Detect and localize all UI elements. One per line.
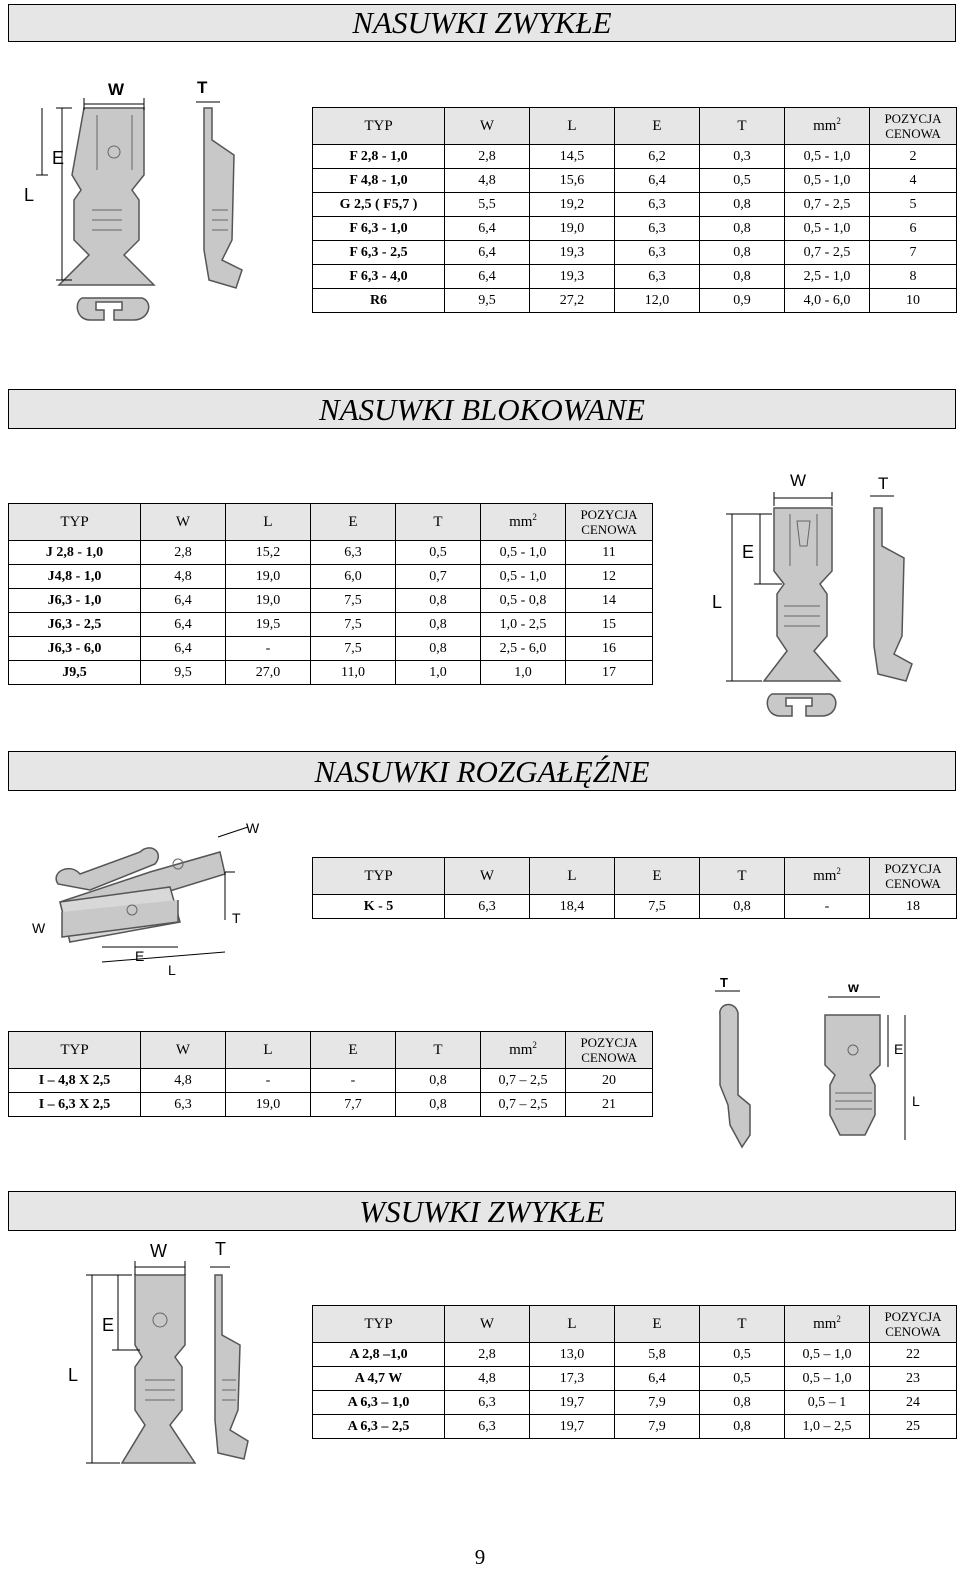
- section-title-nasuwki-blokowane: NASUWKI BLOKOWANE: [8, 389, 956, 429]
- dim-label-e: E: [894, 1041, 904, 1057]
- dim-label-l: L: [712, 592, 723, 612]
- dim-label-t: T: [878, 474, 889, 493]
- table-row: F 2,8 - 1,0 2,8 14,5 6,2 0,3 0,5 - 1,0 2: [313, 145, 957, 169]
- table-row: A 6,3 – 2,5 6,3 19,7 7,9 0,8 1,0 – 2,5 25: [313, 1415, 957, 1439]
- section-title-nasuwki-rozgaleziane: NASUWKI ROZGAŁĘŹNE: [8, 751, 956, 791]
- col-w: W: [445, 108, 530, 145]
- table-header-row: TYP W L E T $mm^2$ POZYCJA CENOWA: [313, 858, 957, 895]
- spec-table-nasuwki-rozgaleziane-k: [312, 857, 957, 919]
- table-header-row: TYP W L E T $mm^2$ POZYCJA CENOWA: [9, 504, 653, 541]
- table-row: J6,3 - 6,0 6,4 - 7,5 0,8 2,5 - 6,0 16: [9, 637, 653, 661]
- drawing-wsuwka-zwykla: [50, 1235, 290, 1485]
- col-mm2: $mm^2$: [785, 108, 870, 145]
- section-title-wsuwki-zwykle: WSUWKI ZWYKŁE: [8, 1191, 956, 1231]
- dim-label-t: T: [232, 910, 241, 926]
- dim-label-w: W: [246, 820, 260, 836]
- table-row: J9,5 9,5 27,0 11,0 1,0 1,0 17: [9, 661, 653, 685]
- table-row: J4,8 - 1,0 4,8 19,0 6,0 0,7 0,5 - 1,0 12: [9, 565, 653, 589]
- dim-label-w: W: [790, 471, 807, 490]
- col-typ: TYP: [313, 108, 445, 145]
- dim-label-w: W: [32, 920, 46, 936]
- col-pozycja-cenowa: POZYCJA CENOWA: [870, 108, 957, 145]
- dim-label-t: T: [215, 1239, 226, 1259]
- dim-label-w-lower: w: [848, 979, 859, 995]
- spec-table-nasuwki-zwykle: [312, 107, 957, 313]
- dim-label-e: E: [742, 542, 755, 562]
- table-row: F 4,8 - 1,0 4,8 15,6 6,4 0,5 0,5 - 1,0 4: [313, 169, 957, 193]
- table-row: J6,3 - 2,5 6,4 19,5 7,5 0,8 1,0 - 2,5 15: [9, 613, 653, 637]
- table-row: F 6,3 - 1,0 6,4 19,0 6,3 0,8 0,5 - 1,0 6: [313, 217, 957, 241]
- dim-label-t: T: [197, 78, 208, 97]
- drawing-nasuwka-rozgalezna-i: [690, 975, 940, 1155]
- table-row: F 6,3 - 4,0 6,4 19,3 6,3 0,8 2,5 - 1,0 8: [313, 265, 957, 289]
- spec-table-nasuwki-rozgaleziane-i: [8, 1031, 653, 1117]
- dim-label-w: W: [108, 80, 125, 99]
- table-header-row: TYP W L E T $mm^2$ POZYCJA CENOWA: [9, 1032, 653, 1069]
- table-row: R6 9,5 27,2 12,0 0,9 4,0 - 6,0 10: [313, 289, 957, 313]
- table-header-row: TYP W L E T $mm^2$ POZYCJA CENOWA: [313, 1306, 957, 1343]
- col-e: E: [615, 108, 700, 145]
- dim-label-l: L: [912, 1093, 920, 1109]
- col-t: T: [700, 108, 785, 145]
- table-row: F 6,3 - 2,5 6,4 19,3 6,3 0,8 0,7 - 2,5 7: [313, 241, 957, 265]
- table-row: I – 6,3 X 2,5 6,3 19,0 7,7 0,8 0,7 – 2,5 21: [9, 1093, 653, 1117]
- dim-label-e: E: [135, 948, 145, 964]
- spec-table-wsuwki-zwykle: [312, 1305, 957, 1439]
- table-row: G 2,5 ( F5,7 ) 5,5 19,2 6,3 0,8 0,7 - 2,5 5: [313, 193, 957, 217]
- table-row: A 4,7 W 4,8 17,3 6,4 0,5 0,5 – 1,0 23: [313, 1367, 957, 1391]
- table-row: J 2,8 - 1,0 2,8 15,2 6,3 0,5 0,5 - 1,0 11: [9, 541, 653, 565]
- dim-label-e: E: [102, 1315, 115, 1335]
- dim-label-l: L: [68, 1365, 79, 1385]
- dim-label-t: T: [720, 975, 728, 990]
- dim-label-e: E: [52, 148, 65, 168]
- table-row: K - 5 6,3 18,4 7,5 0,8 - 18: [313, 895, 957, 919]
- drawing-nasuwka-blokowana: [682, 466, 954, 724]
- table-row: I – 4,8 X 2,5 4,8 - - 0,8 0,7 – 2,5 20: [9, 1069, 653, 1093]
- dim-label-l: L: [24, 185, 35, 205]
- table-row: J6,3 - 1,0 6,4 19,0 7,5 0,8 0,5 - 0,8 14: [9, 589, 653, 613]
- table-row: A 6,3 – 1,0 6,3 19,7 7,9 0,8 0,5 – 1 24: [313, 1391, 957, 1415]
- spec-table-nasuwki-blokowane: [8, 503, 653, 685]
- dim-label-l: L: [168, 962, 176, 978]
- dim-label-w: W: [150, 1241, 167, 1261]
- table-row: A 2,8 –1,0 2,8 13,0 5,8 0,5 0,5 – 1,0 22: [313, 1343, 957, 1367]
- page-number: 9: [474, 1545, 486, 1569]
- col-l: L: [530, 108, 615, 145]
- table-header-row: [313, 108, 957, 145]
- drawing-nasuwka-zwykla: [4, 70, 266, 335]
- drawing-nasuwka-rozgalezna: [20, 812, 290, 980]
- section-title-nasuwki-zwykle: NASUWKI ZWYKŁE: [8, 4, 956, 42]
